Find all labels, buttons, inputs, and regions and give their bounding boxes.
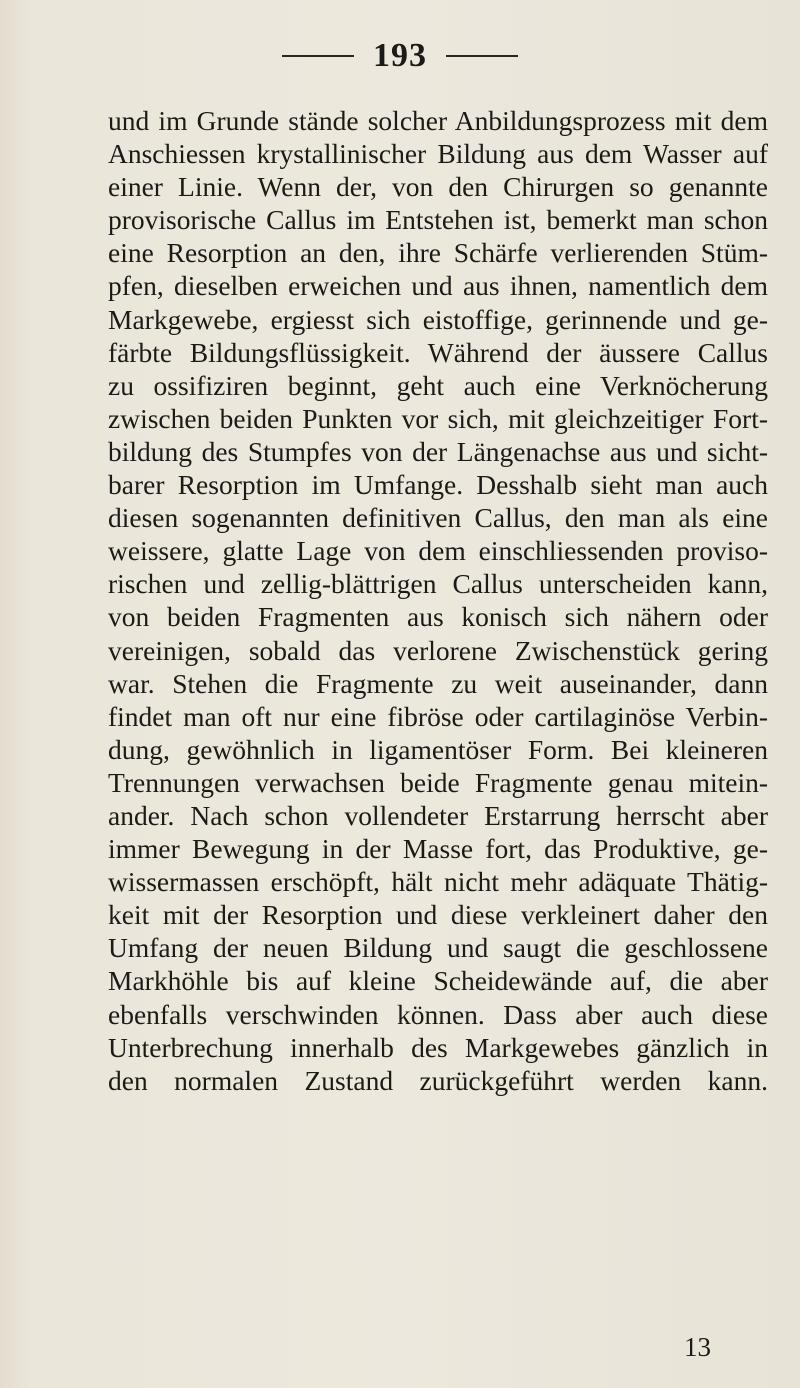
text-line: ander. Nach schon vollendeter Erstarrung herrscht aber	[108, 799, 768, 831]
text-line: war. Stehen die Fragmente zu weit auseinander, dann	[108, 667, 768, 699]
text-line: bildung des Stumpfes von der Längenachse aus und sicht-	[108, 435, 768, 467]
text-line: Umfang der neuen Bildung und saugt die geschlossene	[108, 932, 768, 964]
header-rule-left	[282, 55, 354, 57]
text-line: diesen sogenannten definitiven Callus, den man als eine	[108, 502, 768, 534]
text-line: von beiden Fragmenten aus konisch sich nähern oder	[108, 601, 768, 633]
text-line: weissere, glatte Lage von dem einschliessenden proviso-	[108, 535, 768, 567]
text-line: vereinigen, sobald das verlorene Zwischenstück gering	[108, 634, 768, 666]
text-line: dung, gewöhnlich in ligamentöser Form. Bei kleineren	[108, 733, 768, 765]
text-line: findet man oft nur eine fibröse oder cartilaginöse Verbin-	[108, 700, 768, 732]
text-line: rischen und zellig-blättrigen Callus unterscheiden kann,	[108, 568, 768, 600]
page-number: 193	[373, 37, 427, 74]
text-line: keit mit der Resorption und diese verkleinert daher den	[108, 899, 768, 931]
text-line: Markgewebe, ergiesst sich eistoffige, gerinnende und ge-	[108, 303, 768, 335]
text-line: Trennungen verwachsen beide Fragmente genau mitein-	[108, 766, 768, 798]
body-text	[108, 104, 768, 1097]
text-line: barer Resorption im Umfange. Desshalb sieht man auch	[108, 469, 768, 501]
text-line: eine Resorption an den, ihre Schärfe verlierenden Stüm-	[108, 237, 768, 269]
text-line: und im Grunde stände solcher Anbildungsprozess mit dem	[108, 105, 768, 136]
text-line: provisorische Callus im Entstehen ist, bemerkt man schon	[108, 204, 768, 236]
text-line: ebenfalls verschwinden können. Dass aber auch diese	[108, 998, 768, 1030]
signature-mark: 13	[684, 1332, 711, 1362]
text-line: Anschiessen krystallinischer Bildung aus dem Wasser auf	[108, 138, 768, 170]
text-line: Markhöhle bis auf kleine Scheidewände auf, die aber	[108, 965, 768, 997]
text-line: zu ossifiziren beginnt, geht auch eine Verknöcherung	[108, 369, 768, 401]
text-line: immer Bewegung in der Masse fort, das Produktive, ge-	[108, 833, 768, 865]
text-line: Unterbrechung innerhalb des Markgewebes gänzlich in	[108, 1031, 768, 1063]
text-line: einer Linie. Wenn der, von den Chirurgen so genannte	[108, 171, 768, 203]
text-line: den normalen Zustand zurückgeführt werden kann.	[108, 1064, 768, 1096]
text-line: pfen, dieselben erweichen und aus ihnen, namentlich dem	[108, 270, 768, 302]
header-rule-right	[446, 55, 518, 57]
page-header	[0, 36, 800, 76]
text-line: zwischen beiden Punkten vor sich, mit gleichzeitiger Fort-	[108, 402, 768, 434]
text-line: färbte Bildungsflüssigkeit. Während der äussere Callus	[108, 336, 768, 368]
text-line: wissermassen erschöpft, hält nicht mehr adäquate Thätig-	[108, 866, 768, 898]
